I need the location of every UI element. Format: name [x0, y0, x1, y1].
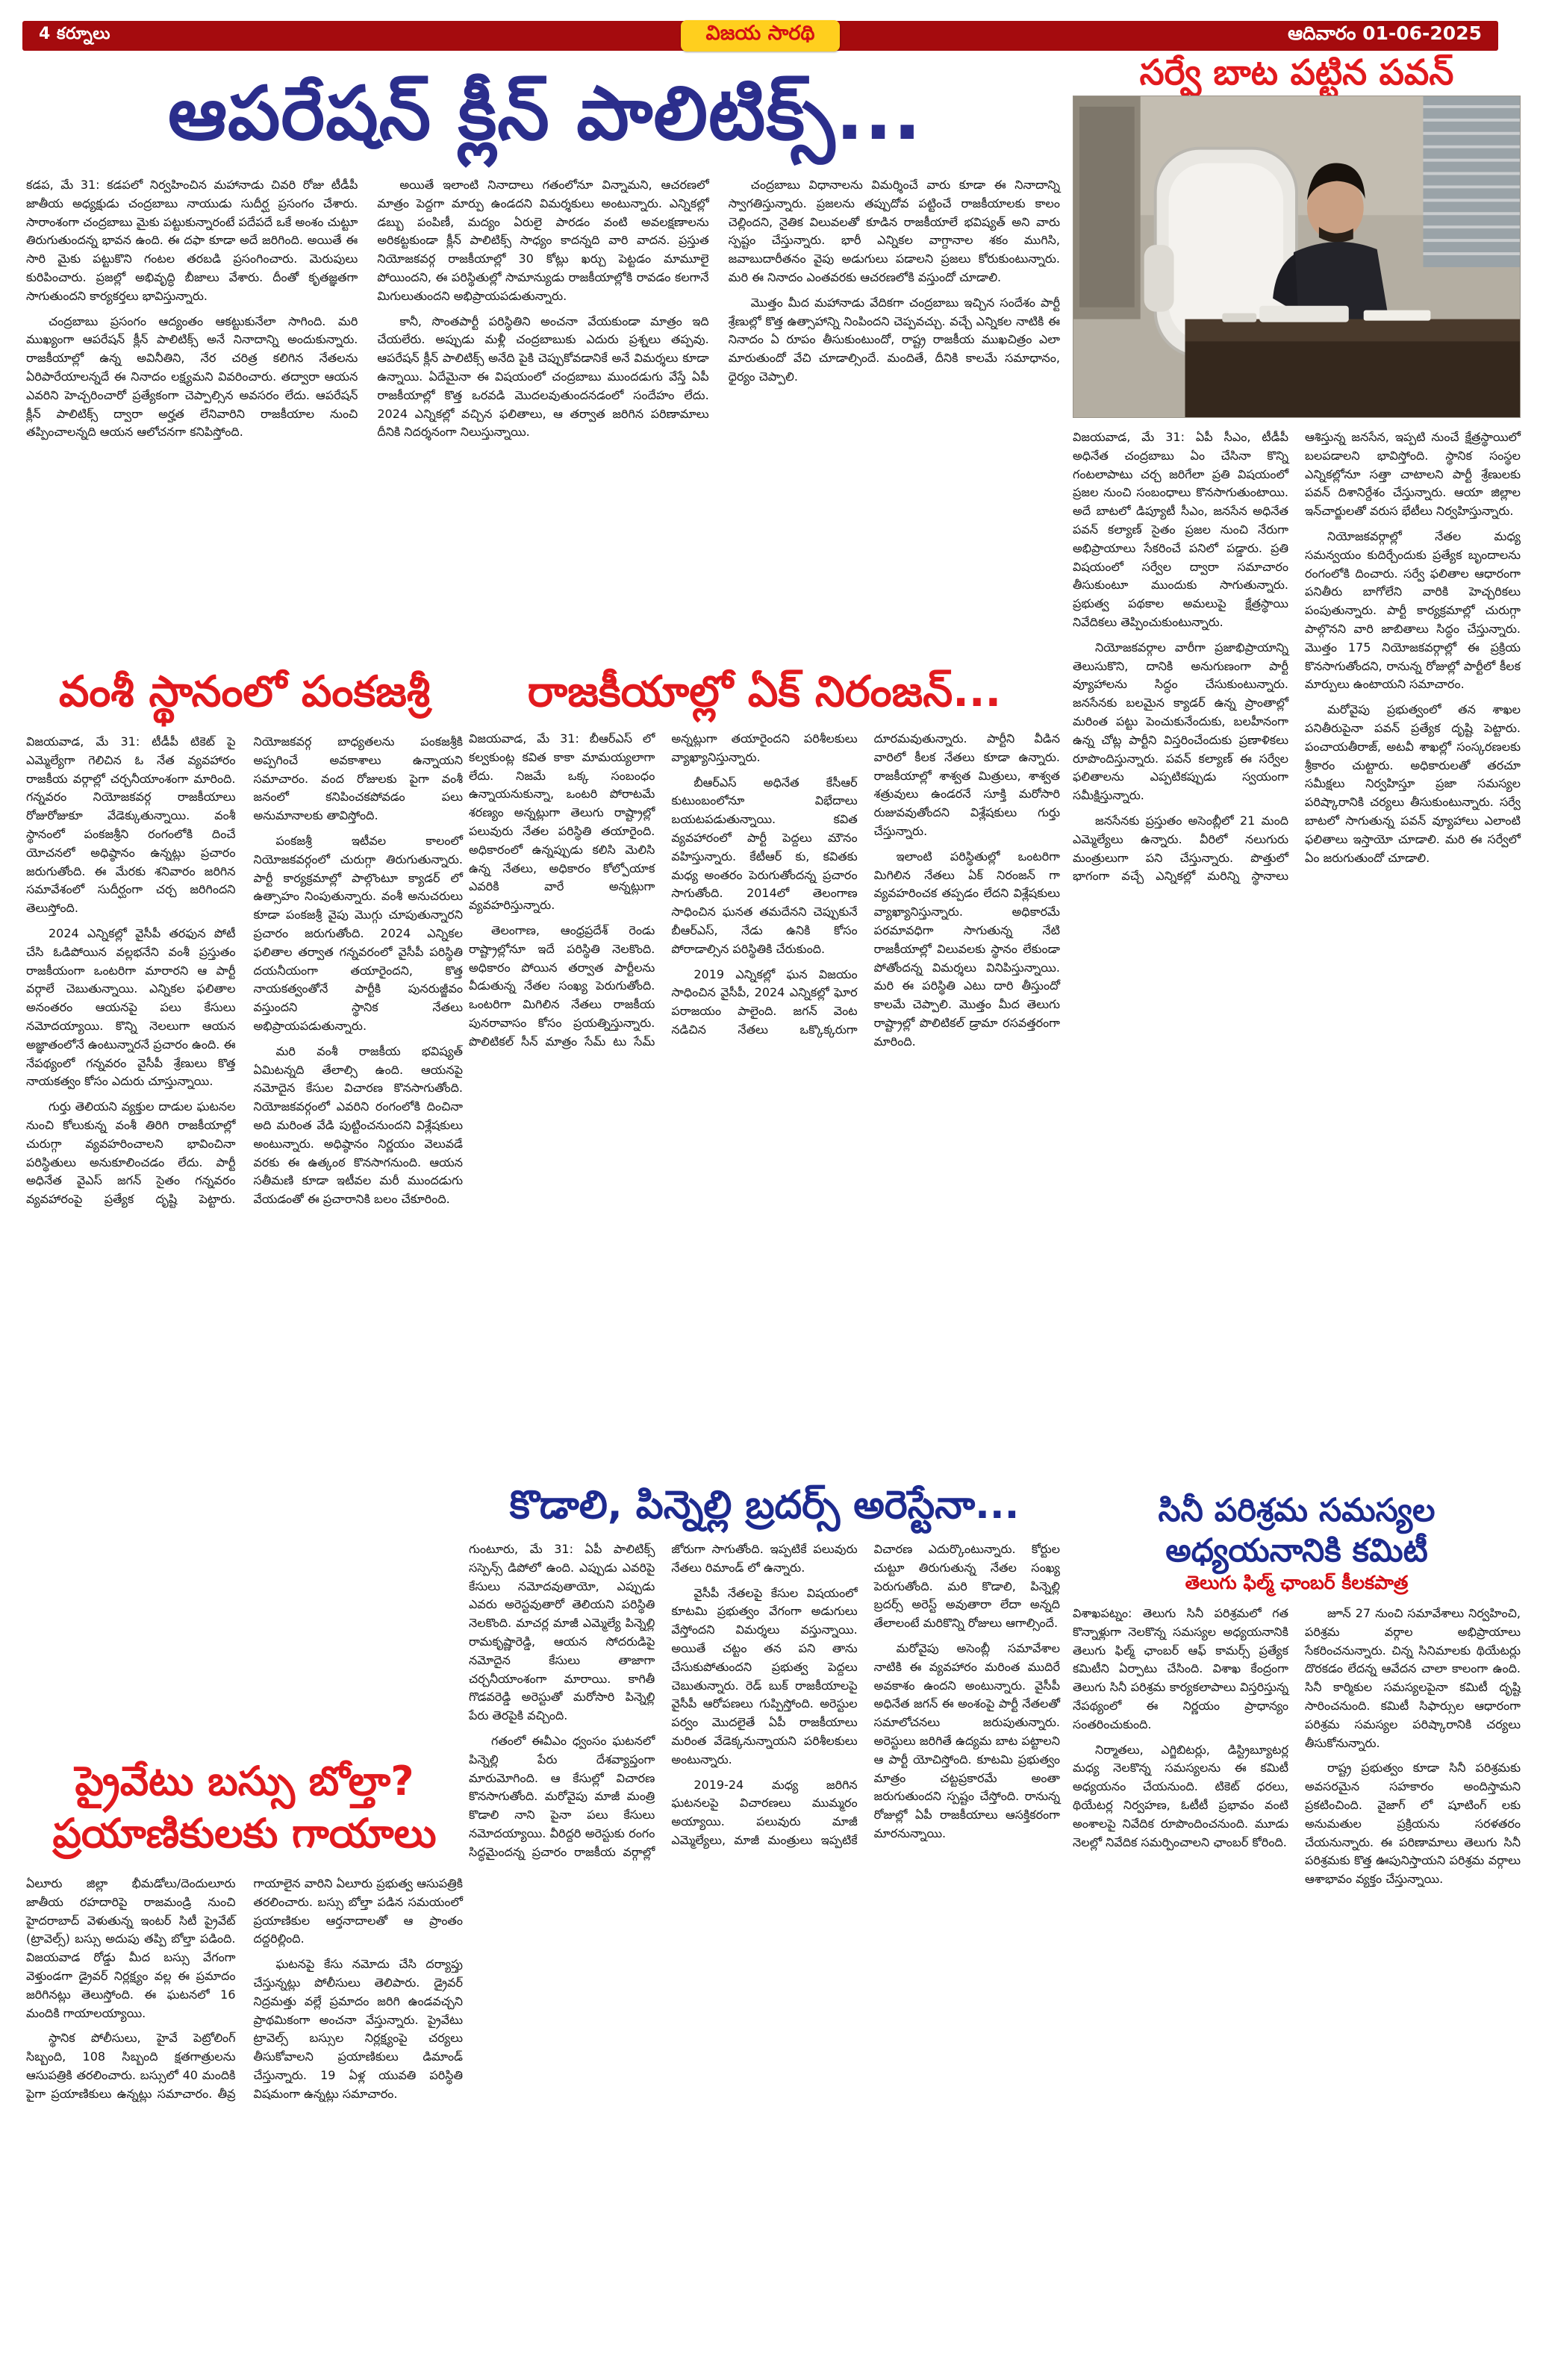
paragraph: అయితే ఇలాంటి నినాదాలు గతంలోనూ విన్నామని, ఆచరణలో మాత్రం పెద్దగా మార్పు ఉండదని విమర్శకులు అంటున్నారు. ఎన్నికల్లో డబ్బు పంపిణీ, మద్యం ఏరులై పారడం వంటి అవలక్షణాలను అరికట్టకుండా క్లీన్ పాలిటిక్స్ సాధ్యం కాదన్నది వారి వాదన. ప్రస్తుత నియోజకవర్గ రాజకీయాల్లో 30 కోట్లు ఖర్చు పెట్టడం మామూలై పోయిందని, ఈ పరిస్థితుల్లో సామాన్యుడు రాజకీయాల్లోకి రావడం కలగానే మిగులుతుందని అభిప్రాయపడుతున్నారు. — [377, 178, 709, 303]
paragraph: 2024 ఎన్నికల్లో వైసీపీ తరఫున పోటీ చేసి ఓడిపోయిన వల్లభనేని వంశీ ప్రస్తుతం రాజకీయంగా ఒంటరిగా మారారని ఆ పార్టీ వర్గాలే చెబుతున్నాయి. ఎన్నికల ఫలితాల అనంతరం ఆయనపై పలు కేసులు నమోదయ్యాయి. కొన్ని నెలలుగా ఆయన అజ్ఞాతంలోనే ఉంటున్నారనే ప్రచారం ఉంది. ఈ నేపథ్యంలో గన్నవరం వైసీపీ శ్రేణులు కొత్త నాయకత్వం కోసం ఎదురు చూస్తున్నాయి. — [26, 925, 236, 1089]
paragraph: రాష్ట్ర ప్రభుత్వం కూడా సినీ పరిశ్రమకు అవసరమైన సహకారం అందిస్తామని ప్రకటించింది. వైజాగ్ లో షూటింగ్ లకు అనుమతుల ప్రక్రియను సరళతరం చేయనున్నారు. ఈ పరిణామాలు తెలుగు సినీ పరిశ్రమకు కొత్త ఊపునిస్తాయని పరిశ్రమ వర్గాలు ఆశాభావం వ్యక్తం చేస్తున్నాయి. — [1305, 1761, 1521, 1887]
masthead: విజయ సారథి — [681, 20, 841, 51]
photo-illustration — [1073, 96, 1520, 417]
headline-cinema-committee: సినీ పరిశ్రమ సమస్యల అధ్యయనానికి కమిటీ — [1158, 1492, 1436, 1570]
headline-kodali-pinnelli: కొడాలి, పిన్నెల్లి బ్రదర్స్ అరెస్టేనా... — [509, 1483, 1020, 1528]
paragraph: నిర్మాతలు, ఎగ్జిబిటర్లు, డిస్ట్రిబ్యూటర్ల మధ్య నెలకొన్న సమస్యలను ఈ కమిటీ అధ్యయనం చేయనుంది. టికెట్ ధరలు, థియేటర్ల నిర్వహణ, ఓటీటీ ప్రభావం వంటి అంశాలపై నివేదిక రూపొందించనుంది. మూడు నెలల్లో నివేదిక సమర్పించాలని ఛాంబర్ కోరింది. — [1073, 1742, 1288, 1849]
article-vamshi-body — [26, 733, 463, 1745]
paragraph: విజయవాడ, మే 31: ఏపీ సీఎం, టీడీపీ అధినేత చంద్రబాబు ఏం చేసినా కొన్ని గంటలాపాటు చర్చ జరిగేలా ప్రతి విషయంలో ప్రజల నుంచి సంబంధాలు కొనసాగుతుంటాయి. అదే బాటలో డిప్యూటీ సీఎం, జనసేన అధినేత పవన్ కల్యాణ్ సైతం ప్రజల నుంచి నేరుగా అభిప్రాయాలు సేకరించే పనిలో పడ్డారు. ప్రతి విషయంలో సర్వేల ద్వారా సమాచారం తీసుకుంటూ ముందుకు సాగుతున్నారు. ప్రభుత్వ పథకాల అమలుపై క్షేత్రస్థాయి నివేదికలు తెప్పించుకుంటున్నారు. — [1073, 430, 1288, 629]
paragraph: కానీ, సొంతపార్టీ పరిస్థితిని అంచనా వేయకుండా మాత్రం ఇది చేయలేరు. అప్పుడు మళ్లీ చంద్రబాబుకు ఎదురు ప్రశ్నలు తప్పవు. ఆపరేషన్ క్లీన్ పాలిటిక్స్ అనేది పైకి చెప్పుకోవడానికే అనే విమర్శలు కూడా ఉన్నాయి. ఏదేమైనా ఈ విషయంలో చంద్రబాబు ముందడుగు వేస్తే ఏపీ రాజకీయాల్లో కొత్త ఒరవడి మొదలవుతుందనడంలో సందేహం లేదు. 2024 ఎన్నికల్లో వచ్చిన ఫలితాలు, ఆ తర్వాత జరిగిన పరిణామాలు దీనికి నిదర్శనంగా నిలుస్తున్నాయి. — [377, 313, 709, 440]
paragraph: 2019 ఎన్నికల్లో ఘన విజయం సాధించిన వైసీపీ, 2024 ఎన్నికల్లో ఘోర పరాజయం పాలైంది. జగన్ వెంట నడిచిన నేతలు ఒక్కొక్కరుగా దూరమవుతున్నారు. పార్టీని వీడిన వారిలో కీలక నేతలు కూడా ఉన్నారు. రాజకీయాల్లో శాశ్వత మిత్రులు, శాశ్వత శత్రువులు ఉండరనే సూక్తి మరోసారి రుజువవుతోందని విశ్లేషకులు గుర్తు చేస్తున్నారు. — [671, 731, 1060, 1037]
headline-pavan-survey: సర్వే బాట పట్టిన పవన్ — [1139, 52, 1454, 93]
headline-bus-accident — [26, 1755, 463, 1860]
paragraph: వైసీపీ నేతలపై కేసుల విషయంలో కూటమి ప్రభుత్వం వేగంగా అడుగులు వేస్తోందని విమర్శలు వస్తున్నాయి. అయితే చట్టం తన పని తాను చేసుకుపోతుందని ప్రభుత్వ పెద్దలు చెబుతున్నారు. రెడ్ బుక్ రాజకీయాలపై వైసీపీ ఆరోపణలు గుప్పిస్తోంది. అరెస్టుల పర్వం మొదలైతే ఏపీ రాజకీయాలు మరింత వేడెక్కనున్నాయని పరిశీలకులు అంటున్నారు. — [671, 1585, 858, 1767]
paragraph: నియోజకవర్గాల వారీగా ప్రజాభిప్రాయాన్ని తెలుసుకొని, దానికి అనుగుణంగా పార్టీ వ్యూహాలను సిద్ధం చేసుకుంటున్నారు. జనసేనకు బలమైన క్యాడర్ ఉన్న ప్రాంతాల్లో మరింత పట్టు పెంచుకునేందుకు, బలహీనంగా ఉన్న చోట్ల పార్టీని విస్తరించేందుకు ప్రణాళికలు రూపొందిస్తున్నారు. పవన్ కల్యాణ్ ఈ సర్వేల ఫలితాలను ఎప్పటికప్పుడు స్వయంగా సమీక్షిస్తున్నారు. — [1073, 640, 1288, 803]
edition-label: 4 కర్నూలు — [39, 25, 110, 43]
paragraph: జనసేనకు ప్రస్తుతం అసెంబ్లీలో 21 మంది ఎమ్మెల్యేలు ఉన్నారు. వీరిలో నలుగురు మంత్రులుగా పని చేస్తున్నారు. పొత్తులో భాగంగా వచ్చే ఎన్నికల్లో మరిన్ని స్థానాలు ఆశిస్తున్న జనసేన, ఇప్పటి నుంచే క్షేత్రస్థాయిలో బలపడాలని భావిస్తోంది. స్థానిక సంస్థల ఎన్నికల్లోనూ సత్తా చాటాలని పార్టీ శ్రేణులకు పవన్ దిశానిర్దేశం చేస్తున్నారు. ఆయా జిల్లాల ఇన్‌చార్జులతో వరుస భేటీలు నిర్వహిస్తున్నారు. — [1073, 430, 1521, 884]
paragraph: ఏలూరు జిల్లా భీమడోలు/దెందులూరు జాతీయ రహదారిపై రాజమండ్రి నుంచి హైదరాబాద్ వెళుతున్న ఇంటర్ సిటీ ప్రైవేట్ (ట్రావెల్స్) బస్సు అదుపు తప్పి బోల్తా పడింది. విజయవాడ రోడ్డు మీద బస్సు వేగంగా వెళ్తుండగా డ్రైవర్ నిర్లక్ష్యం వల్ల ఈ ప్రమాదం జరిగినట్లు తెలుస్తోంది. ఈ ఘటనలో 16 మందికి గాయాలయ్యాయి. — [26, 1876, 236, 2020]
paragraph: స్థానిక పోలీసులు, హైవే పెట్రోలింగ్ సిబ్బంది, 108 సిబ్బంది క్షతగాత్రులను ఆసుపత్రికి తరలించారు. బస్సులో 40 మందికి పైగా ప్రయాణికులు ఉన్నట్లు సమాచారం. తీవ్ర గాయాలైన వారిని ఏలూరు ప్రభుత్వ ఆసుపత్రికి తరలించారు. బస్సు బోల్తా పడిన సమయంలో ప్రయాణికుల ఆర్తనాదాలతో ఆ ప్రాంతం దద్దరిల్లింది. — [26, 1876, 463, 2101]
desk — [1185, 306, 1521, 417]
pavan-photo — [1073, 96, 1521, 418]
headline-bus-line2: ప్రయాణికులకు గాయాలు — [52, 1810, 437, 1858]
article-main-body — [26, 176, 1060, 657]
paragraph: గుంటూరు, మే 31: ఏపీ పాలిటిక్స్ సస్పెన్స్ డిపోలో ఉంది. ఎప్పుడు ఎవరిపై కేసులు నమోదవుతాయో, ఎప్పుడు ఎవరు అరెస్టవుతారో తెలియని పరిస్థితి నెలకొంది. మాచర్ల మాజీ ఎమ్మెల్యే పిన్నెల్లి రామకృష్ణారెడ్డి, ఆయన సోదరుడిపై నమోదైన కేసులు తాజాగా చర్చనీయాంశంగా మారాయి. కాగితీ గొడవరెడ్డి అరెస్టుతో మరోసారి పిన్నెల్లి పేరు తెరపైకి వచ్చింది. — [469, 1542, 655, 1723]
paragraph: ఇలాంటి పరిస్థితుల్లో ఒంటరిగా మిగిలిన నేతలు ఏక్ నిరంజన్ గా వ్యవహరించక తప్పడం లేదని విశ్లేషకులు వ్యాఖ్యానిస్తున్నారు. అధికారమే పరమావధిగా సాగుతున్న నేటి రాజకీయాల్లో విలువలకు స్థానం లేకుండా పోతోందన్న విమర్శలు వినిపిస్తున్నాయి. మరి ఈ పరిస్థితి ఎటు దారి తీస్తుందో కాలమే చెప్పాలి. మొత్తం మీద తెలుగు రాష్ట్రాల్లో పొలిటికల్ డ్రామా రసవత్తరంగా మారింది. — [873, 849, 1060, 1049]
article-kodali-body — [469, 1540, 1060, 2345]
headline-ek-niranjan: రాజకీయాల్లో ఏక్ నిరంజన్... — [527, 667, 1002, 716]
paragraph: జూన్ 27 నుంచి సమావేశాలు నిర్వహించి, పరిశ్రమ వర్గాల అభిప్రాయాలు సేకరించనున్నారు. చిన్న సినిమాలకు థియేటర్లు దొరకడం లేదన్న ఆవేదన చాలా కాలంగా ఉంది. సినీ కార్మికుల సమస్యలపైనా కమిటీ దృష్టి సారించనుంది. కమిటీ సిఫార్సుల ఆధారంగా పరిశ్రమ సమస్యల పరిష్కారానికి చర్యలు తీసుకోనున్నారు. — [1305, 1606, 1521, 1750]
paragraph: మరోవైపు ప్రభుత్వంలో తన శాఖల పనితీరుపైనా పవన్ ప్రత్యేక దృష్టి పెట్టారు. పంచాయతీరాజ్, అటవీ శాఖల్లో సంస్కరణలకు శ్రీకారం చుట్టారు. అధికారులతో తరచూ సమీక్షలు నిర్వహిస్తూ ప్రజా సమస్యల పరిష్కారానికి చర్యలు తీసుకుంటున్నారు. సర్వే బాటలో సాగుతున్న పవన్ వ్యూహాలు ఎలాంటి ఫలితాలు ఇస్తాయో చూడాలి. మరి ఈ సర్వేలో ఏం జరుగుతుందో చూడాలి. — [1305, 702, 1521, 865]
paragraph: గుర్తు తెలియని వ్యక్తుల దాడుల ఘటనల నుంచి కోలుకున్న వంశీ తిరిగి రాజకీయాల్లో చురుగ్గా వ్యవహరించాలని భావించినా పరిస్థితులు అనుకూలించడం లేదు. పార్టీ అధినేత వైఎస్ జగన్ సైతం గన్నవరం వ్యవహారంపై ప్రత్యేక దృష్టి పెట్టారు. నియోజకవర్గ బాధ్యతలను పంకజశ్రీకి అప్పగించే అవకాశాలు ఉన్నాయని సమాచారం. వంద రోజులకు పైగా వంశీ జనంలో కనిపించకపోవడం పలు అనుమానాలకు తావిస్తోంది. — [26, 734, 463, 1207]
headline-operation-clean-politics: ఆపరేషన్ క్లీన్ పాలిటిక్స్... — [167, 70, 923, 157]
paragraph: నియోజకవర్గాల్లో నేతల మధ్య సమన్వయం కుదిర్చేందుకు ప్రత్యేక బృందాలను రంగంలోకి దించారు. సర్వే ఫలితాల ఆధారంగా పనితీరు బాగోలేని వారికి హెచ్చరికలు పంపుతున్నారు. పార్టీ కార్యక్రమాల్లో చురుగ్గా పాల్గొనని వారి జాబితాలు సిద్ధం చేస్తున్నారు. మొత్తం 175 నియోజకవర్గాల్లో ఈ ప్రక్రియ కొనసాగుతోందని, రానున్న రోజుల్లో పార్టీలో కీలక మార్పులు ఉంటాయని సమాచారం. — [1305, 528, 1521, 692]
article-niranjan-body — [469, 730, 1060, 1470]
subhead-film-chamber: తెలుగు ఫిల్మ్ ఛాంబర్ కీలకపాత్ర — [1185, 1572, 1409, 1593]
paragraph: పంకజశ్రీ ఇటీవల కాలంలో నియోజకవర్గంలో చురుగ్గా తిరుగుతున్నారు. పార్టీ కార్యక్రమాల్లో పాల్గొంటూ క్యాడర్ లో ఉత్సాహం నింపుతున్నారు. వంశీ అనుచరులు కూడా పంకజశ్రీ వైపు మొగ్గు చూపుతున్నారని ప్రచారం జరుగుతోంది. 2024 ఎన్నికల ఫలితాల తర్వాత గన్నవరంలో వైసీపీ పరిస్థితి దయనీయంగా తయారైందని, కొత్త నాయకత్వంతోనే పార్టీకి పునరుజ్జీవం వస్తుందని స్థానిక నేతలు అభిప్రాయపడుతున్నారు. — [253, 833, 463, 1033]
paragraph: గతంలో ఈవీఎం ధ్వంసం ఘటనలో పిన్నెల్లి పేరు దేశవ్యాప్తంగా మారుమోగింది. ఆ కేసుల్లో విచారణ కొనసాగుతోంది. మరోవైపు మాజీ మంత్రి కొడాలి నాని పైనా పలు కేసులు నమోదయ్యాయి. వీరిద్దరి అరెస్టుకు రంగం సిద్ధమైందన్న ప్రచారం రాజకీయ వర్గాల్లో జోరుగా సాగుతోంది. ఇప్పటికే పలువురు నేతలు రిమాండ్ లో ఉన్నారు. — [469, 1542, 858, 1859]
paragraph: కడప, మే 31: కడపలో నిర్వహించిన మహానాడు చివరి రోజు టీడీపీ జాతీయ అధ్యక్షుడు చంద్రబాబు నాయుడు సుదీర్ఘ ప్రసంగం చేశారు. సారాంశంగా చంద్రబాబు మైకు పట్టుకున్నారంటే పదేపదే ఒకే అంశం చుట్టూ తిరుగుతుందన్న భావన ఉంది. ఈ దఫా కూడా అదే జరిగింది. అయితే ఈ సారి మైకు పట్టుకొని గంటల తరబడి ప్రసంగించారు. మెరుపులు కురిపించారు. ప్రజల్లో అభివృద్ధి బీజాలు వేశారు. దీంతో కృతజ్ఞతగా సాగుతుందని కార్యకర్తలు భావిస్తున్నారు. — [26, 178, 358, 303]
paragraph: మరి వంశీ రాజకీయ భవిష్యత్ ఏమిటన్నది తేలాల్సి ఉంది. ఆయనపై నమోదైన కేసుల విచారణ కొనసాగుతోంది. నియోజకవర్గంలో ఎవరిని రంగంలోకి దించినా అది మరింత వేడి పుట్టించనుందని విశ్లేషకులు అంటున్నారు. అధిష్ఠానం నిర్ణయం వెలువడే వరకు ఈ ఉత్కంఠ కొనసాగనుంది. ఆయన సతీమణి కూడా ఇటీవల మరీ ముందడుగు వేయడంతో ఈ ప్రచారానికి బలం చేకూరింది. — [253, 1043, 463, 1207]
paragraph: చంద్రబాబు ప్రసంగం ఆద్యంతం ఆకట్టుకునేలా సాగింది. మరి ముఖ్యంగా ఆపరేషన్ క్లీన్ పాలిటిక్స్ అనే నినాదాన్ని అందుకున్నారు. రాజకీయాల్లో ఉన్న అవినీతిని, నేర చరిత్ర కలిగిన నేతలను ఏరిపారేయాలన్నదే ఈ నినాదం లక్ష్యమని వివరించారు. తద్వారా ఆయన ఎవరిని హెచ్చరించారో ప్రత్యేకంగా చెప్పాల్సిన అవసరం లేదు. ఆపరేషన్ క్లీన్ పాలిటిక్స్ ద్వారా అర్హత లేనివారిని రాజకీయాల నుంచి తప్పించాలన్నది ఆయన ఆలోచనగా కనిపిస్తోంది. — [26, 313, 358, 440]
paragraph: విజయవాడ, మే 31: బీఆర్ఎస్ లో కల్వకుంట్ల కవిత కాకా మామయ్యలాగా లేదు. నిజమే ఒక్క సంబంధం ఉన్నాయనుకున్నా, ఒంటరి పోరాటమే శరణ్యం అన్నట్లుగా తెలుగు రాష్ట్రాల్లో పలువురు నేతల పరిస్థితి తయారైంది. అధికారంలో ఉన్నప్పుడు కలిసి మెలిసి ఉన్న నేతలు, అధికారం కోల్పోయాక ఎవరికి వారే అన్నట్లుగా వ్యవహరిస్తున్నారు. — [469, 731, 655, 913]
headline-vamshi-pankajasri: వంశీ స్థానంలో పంకజశ్రీ — [58, 667, 431, 716]
headline-bus-line1: ప్రైవేటు బస్సు బోల్తా? — [75, 1758, 414, 1805]
paragraph: బీఆర్ఎస్ అధినేత కేసీఆర్ కుటుంబంలోనూ విభేదాలు బయటపడుతున్నాయి. కవిత వ్యవహారంలో పార్టీ పెద్దలు మౌనం వహిస్తున్నారు. కేటీఆర్ కు, కవితకు మధ్య అంతరం పెరుగుతోందన్న ప్రచారం సాగుతోంది. 2014లో తెలంగాణ సాధించిన ఘనత తమదేనని చెప్పుకునే బీఆర్ఎస్, నేడు ఉనికి కోసం పోరాడాల్సిన పరిస్థితికి చేరుకుంది. — [671, 775, 858, 956]
paragraph: చంద్రబాబు విధానాలను విమర్శించే వారు కూడా ఈ నినాదాన్ని స్వాగతిస్తున్నారు. ప్రజలను తప్పుదోవ పట్టించే రాజకీయాలకు కాలం చెల్లిందని, నైతిక విలువలతో కూడిన రాజకీయాలే భవిష్యత్ అని వారు స్పష్టం చేస్తున్నారు. భారీ ఎన్నికల వాగ్దానాల శకం ముగిసి, జవాబుదారీతనం వైపు అడుగులు పడాలని ప్రజలు కోరుకుంటున్నారు. మరి ఈ నినాదం ఎంతవరకు ఆచరణలోకి వస్తుందో చూడాలి. — [728, 178, 1060, 284]
paragraph: విజయవాడ, మే 31: టీడీపీ టికెట్ పై ఎమ్మెల్యేగా గెలిచిన ఓ నేత వ్యవహారం రాజకీయ వర్గాల్లో చర్చనీయాంశంగా మారింది. గన్నవరం నియోజకవర్గ రాజకీయాలు రోజురోజుకూ వేడెక్కుతున్నాయి. వంశీ స్థానంలో పంకజశ్రీని రంగంలోకి దించే యోచనలో అధిష్ఠానం ఉన్నట్లు ప్రచారం జరుగుతోంది. ఈ మేరకు శనివారం జరిగిన సమావేశంలో సుదీర్ఘంగా చర్చ జరిగిందని తెలుస్తోంది. — [26, 734, 236, 916]
article-cinema-body — [1073, 1605, 1521, 2345]
paragraph: తెలంగాణ, ఆంధ్రప్రదేశ్ రెండు రాష్ట్రాల్లోనూ ఇదే పరిస్థితి నెలకొంది. అధికారం పోయిన తర్వాత పార్టీలను వీడుతున్న నేతల సంఖ్య పెరుగుతోంది. ఒంటరిగా మిగిలిన నేతలు రాజకీయ పునరావాసం కోసం ప్రయత్నిస్తున్నారు. పొలిటికల్ సీన్ మాత్రం సేమ్ టు సేమ్ అన్నట్లుగా తయారైందని పరిశీలకులు వ్యాఖ్యానిస్తున్నారు. — [469, 731, 858, 1049]
paragraph: 2019-24 మధ్య జరిగిన ఘటనలపై విచారణలు ముమ్మరం అయ్యాయి. పలువురు మాజీ ఎమ్మెల్యేలు, మాజీ మంత్రులు ఇప్పటికే విచారణ ఎదుర్కొంటున్నారు. కోర్టుల చుట్టూ తిరుగుతున్న నేతల సంఖ్య పెరుగుతోంది. మరి కొడాలి, పిన్నెల్లి బ్రదర్స్ అరెస్ట్ అవుతారా లేదా అన్నది తేలాలంటే మరికొన్ని రోజులు ఆగాల్సిందే. — [671, 1542, 1060, 1847]
date-label: ఆదివారం 01-06-2025 — [1288, 22, 1482, 44]
paragraph: విశాఖపట్నం: తెలుగు సినీ పరిశ్రమలో గత కొన్నాళ్లుగా నెలకొన్న సమస్యల అధ్యయనానికి తెలుగు ఫిల్మ్ ఛాంబర్ ఆఫ్ కామర్స్ ప్రత్యేక కమిటీని ఏర్పాటు చేసింది. విశాఖ కేంద్రంగా తెలుగు సినీ పరిశ్రమ కార్యకలాపాలు విస్తరిస్తున్న నేపథ్యంలో ఈ నిర్ణయం ప్రాధాన్యం సంతరించుకుంది. — [1073, 1606, 1288, 1731]
article-pavan-body — [1073, 428, 1521, 1479]
paragraph: మరోవైపు అసెంబ్లీ సమావేశాల నాటికి ఈ వ్యవహారం మరింత ముదిరే అవకాశం ఉందని అంటున్నారు. వైసీపీ అధినేత జగన్ ఈ అంశంపై పార్టీ నేతలతో సమాలోచనలు జరుపుతున్నారు. అరెస్టులు జరిగితే ఉద్యమ బాట పట్టాలని ఆ పార్టీ యోచిస్తోంది. కూటమి ప్రభుత్వం మాత్రం చట్టప్రకారమే అంతా జరుగుతుందని స్పష్టం చేస్తోంది. రానున్న రోజుల్లో ఏపీ రాజకీయాలు ఆసక్తికరంగా మారనున్నాయి. — [873, 1640, 1060, 1840]
paragraph: ఘటనపై కేసు నమోదు చేసి దర్యాప్తు చేస్తున్నట్లు పోలీసులు తెలిపారు. డ్రైవర్ నిద్రమత్తు వల్లే ప్రమాదం జరిగి ఉండవచ్చని ప్రాథమికంగా అంచనా వేస్తున్నారు. ప్రైవేటు ట్రావెల్స్ బస్సుల నిర్లక్ష్యంపై చర్యలు తీసుకోవాలని ప్రయాణికులు డిమాండ్ చేస్తున్నారు. 19 ఏళ్ల యువతి పరిస్థితి విషమంగా ఉన్నట్లు సమాచారం. — [253, 1957, 463, 2101]
article-bus-body — [26, 1875, 463, 2346]
paragraph: మొత్తం మీద మహానాడు వేదికగా చంద్రబాబు ఇచ్చిన సందేశం పార్టీ శ్రేణుల్లో కొత్త ఉత్సాహాన్ని నింపిందని చెప్పవచ్చు. వచ్చే ఎన్నికల నాటికి ఈ నినాదం ఏ రూపం తీసుకుంటుందో, రాష్ట్ర రాజకీయ ముఖచిత్రం ఎలా మారుతుందో వేచి చూడాల్సిందే. మందితే, దీనికి కాలమే సమాధానం, ధైర్యం చెప్పాలి. — [728, 295, 1060, 384]
header-bar — [22, 21, 1498, 51]
